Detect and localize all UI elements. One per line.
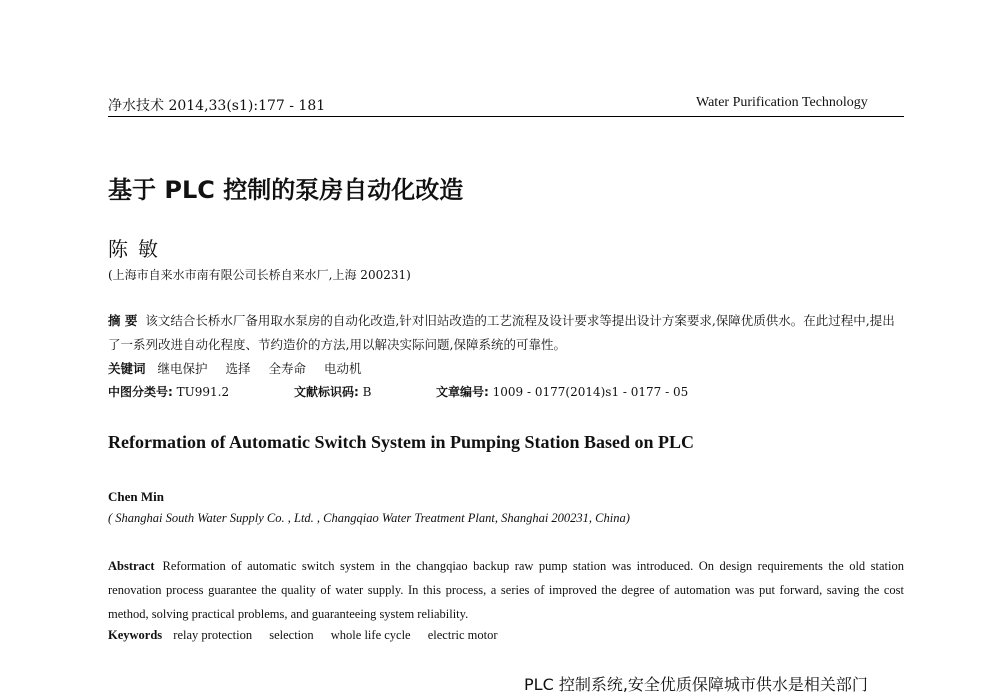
keyword-en: relay protection: [173, 628, 253, 642]
article-title-en: Reformation of Automatic Switch System in Pumping Station Based on PLC: [108, 432, 695, 452]
doc-value: B: [362, 385, 372, 399]
abstract-text-cn: 该文结合长桥水厂备用取水泵房的自动化改造,针对旧站改造的工艺流程及设计要求等提出设计方案要求,保障优质供水。在此过程中,提出了一系列改进自动化程度、节约造价的方法,用以解决实际问题,保障系统的可靠性。: [108, 313, 895, 352]
keyword-en: electric motor: [427, 628, 498, 642]
keywords-cn: [108, 359, 376, 377]
abstract-label-cn: 摘 要: [108, 313, 138, 328]
abstract-en: [108, 554, 904, 626]
article-number: [436, 383, 688, 400]
journal-citation: 净水技术 2014,33(s1):177 - 181: [108, 98, 326, 114]
article-title-cn: 基于 PLC 控制的泵房自动化改造: [108, 176, 464, 204]
classification-row: [108, 383, 688, 400]
affiliation-en: ( Shanghai South Water Supply Co. , Ltd. , Changqiao Water Treatment Plant, Shanghai 200231, China): [108, 511, 630, 525]
abstract-label-en: Abstract: [108, 559, 155, 573]
abstract-text-en: Reformation of automatic switch system in the changqiao backup raw pump station was introduced. On design requirements the old station renovation process guarantee the quality of water supply. In this process, a series of improved the degree of automation was put forward, saving the cost method, solving practical problems, and guaranteeing system reliability.: [108, 559, 904, 621]
article-number-value: 1009 - 0177(2014)s1 - 0177 - 05: [492, 385, 689, 399]
keyword-cn: 全寿命: [268, 361, 307, 376]
body-text-partial: PLC 控制系统,安全优质保障城市供水是相关部门: [524, 675, 868, 694]
clc-value: TU991.2: [176, 385, 230, 399]
journal-name: Water Purification Technology: [696, 95, 868, 110]
abstract-cn: [108, 309, 904, 357]
keywords-en: [108, 628, 512, 643]
author-en: Chen Min: [108, 489, 164, 504]
keyword-cn: 电动机: [324, 361, 362, 376]
keywords-label-cn: 关键词: [108, 361, 146, 376]
keyword-cn: 继电保护: [157, 361, 208, 376]
keyword-en: whole life cycle: [330, 628, 411, 642]
clc-label: 中图分类号:: [108, 385, 173, 399]
doc-label: 文献标识码:: [294, 385, 359, 399]
doc-code: [294, 383, 436, 400]
article-number-label: 文章编号:: [436, 385, 489, 399]
keyword-cn: 选择: [225, 361, 251, 376]
keywords-label-en: Keywords: [108, 628, 163, 642]
clc-number: [108, 383, 294, 400]
keyword-en: selection: [269, 628, 314, 642]
affiliation-cn: (上海市自来水市南有限公司长桥自来水厂,上海 200231): [108, 268, 411, 282]
header-rule: [108, 116, 904, 117]
author-cn: 陈敏: [108, 237, 168, 261]
